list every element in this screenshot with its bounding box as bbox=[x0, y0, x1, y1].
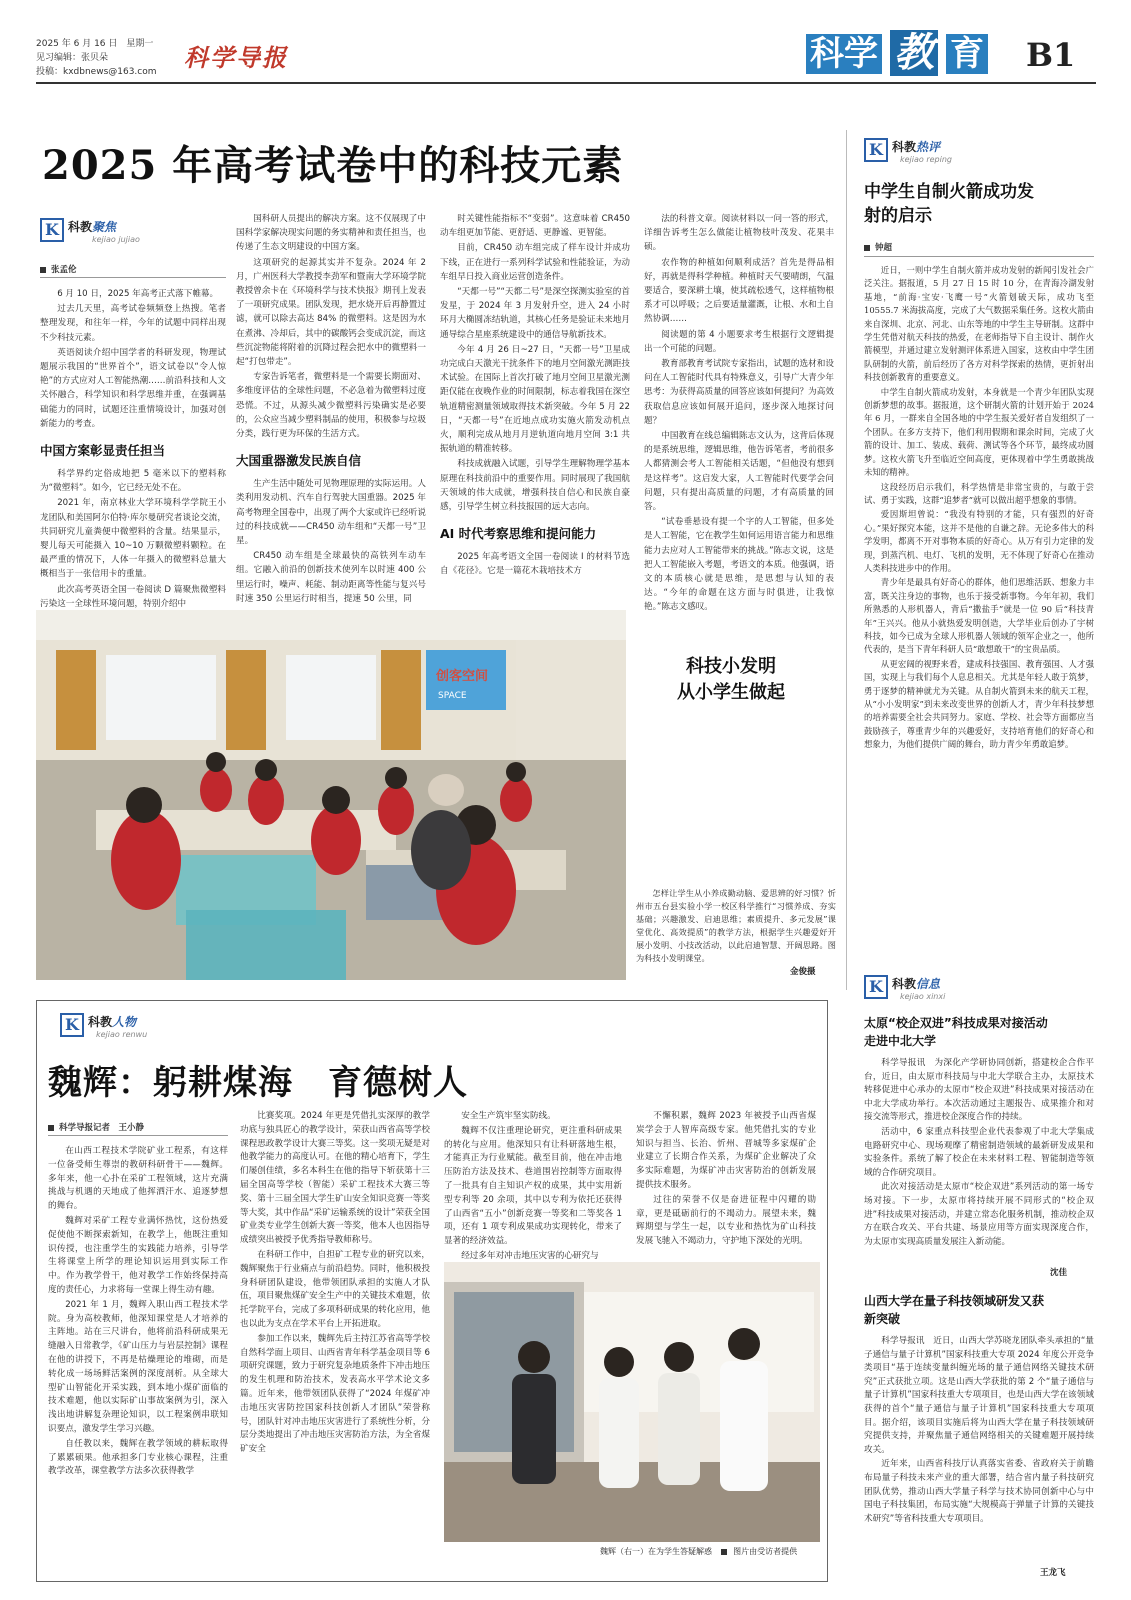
section-label-main: 科教 bbox=[892, 140, 917, 154]
masthead bbox=[36, 29, 1096, 88]
news-2-author: 王龙飞 bbox=[1040, 1568, 1066, 1578]
paragraph: 2021 年，南京林业大学环境科学学院王小龙团队和美国阿尔伯特·库尔曼研究者谈论交流，共同研究儿童粪便中微塑料的含量。结果显示，婴儿每天可能摄入 10~10 万颗微塑料颗粒。在最严重的情况下，人体一年摄入的微塑料总量大概相当于一张信用卡的重量。 bbox=[40, 498, 226, 580]
section-label-accent: 人物 bbox=[112, 1015, 137, 1029]
paragraph: 这段经历启示我们，科学热情是非常宝贵的，与敢于尝试、勇于实践，这群“追梦者”就可以做出超乎想象的事情。 bbox=[864, 481, 1094, 505]
feature-photographer: 金俊摄 bbox=[790, 967, 816, 977]
k-logo-icon: K bbox=[864, 975, 888, 999]
subhead: AI 时代考察思维和提问能力 bbox=[440, 526, 597, 542]
paragraph: 活动中，6 家重点科技型企业代表参观了中北大学集成电路研究中心、现场观摩了精密制造领域的最新研发成果和实验条件。系统了解了校企在未来材料工程、智能制造等领域的合作研究项目。 bbox=[864, 1126, 1094, 1178]
paragraph: CR450 动车组是全球最快的高铁列车动车组。它融入前沿的创新技术使列车以时速 400 公里运行时，噪声、耗能、制动距离等性能与复兴号时速 350 公里运行时相当，提速 50 公里，同 bbox=[236, 551, 426, 604]
paragraph: 农作物的种植如何顺利成活？首先是得品相好，再就是得科学种植。种植时天气要晴朗，气温要适合，要深耕土壤，使其疏松透气，这样植物根系才可以呼吸；之后要适量灌溉，让根、水和土自然协调…… bbox=[644, 257, 834, 325]
main-col-1 bbox=[40, 287, 226, 609]
subhead: 中国方案彰显责任担当 bbox=[40, 443, 166, 459]
section-pinyin: kejiao reping bbox=[900, 155, 952, 164]
paragraph: 近年来，山西省科技厅认真落实省委、省政府关于前瞻布局量子科技未来产业的重大部署，结合省内量子科技研究团队优势，推动山西大学量子科学与技术协同创新中心与中国电子科技集团，布局实施“大规模高于弹量子计算的关键技术研究”等省科技重大专项项目。 bbox=[864, 1459, 1094, 1524]
paragraph: 今年 4 月 26 日~27 日，“天都一号”卫星成功完成白天激光干扰条件下的地月空间激光测距技术试验。在国际上首次打破了地月空间卫星激光测距仅能在夜晚作业的时间限制，标志着我国在深空轨道精密测量领域取得技术新突破。今年 5 月 22 日，“天都一号”在近地点成功实施火箭发动机点火，顺利完成从地月月逆轨道向地月空间 3:1 共振轨道的精准转移。 bbox=[440, 344, 630, 455]
paragraph: 科技成就融入试题，引导学生理解物理学基本原理在科技前沿中的重要作用。同时展现了我国航天领域的伟大成就，增强科技自信心和民族自豪感，引导学生树立科技报国的远大志向。 bbox=[440, 459, 630, 513]
banner-text-a: 创客空间 bbox=[436, 669, 489, 684]
section-pinyin: kejiao jujiao bbox=[92, 235, 140, 244]
section-label-accent: 热评 bbox=[916, 140, 941, 154]
paragraph: “试卷垂悬设有提一个字的人工智能，但多处是人工智能，它在教学生如何运用语言能力和思维能力去应对人工智能带来的挑战。”陈志文说，这是把人工智能嵌入考题，考语文的本质。他强调，语文的本质核心就是思维，是思想与认知的表达。“今年的命题在这方面与时俱进，让我惊艳。”陈志文感叹。 bbox=[644, 517, 834, 613]
caption-bullet-icon bbox=[721, 1549, 727, 1555]
masthead-rule bbox=[36, 82, 1096, 84]
main-col-4 bbox=[644, 212, 834, 613]
editor-line: 见习编辑：张贝朵 bbox=[36, 53, 109, 63]
main-section-label bbox=[68, 218, 116, 235]
section-label-main: 科教 bbox=[892, 977, 917, 991]
paragraph: 2025 年高考语文全国一卷阅读 I 的材料节选自《花径》。它是一篇花木栽培技术方 bbox=[440, 552, 630, 577]
paragraph: 阅读题的第 4 小题要求考生根据行文逻辑提出一个可能的问题。 bbox=[644, 329, 834, 354]
commentary-author: 钟超 bbox=[864, 241, 892, 253]
k-logo-icon: K bbox=[40, 218, 64, 242]
paragraph: 生产生活中随处可见物理原理的实际运用。人类利用发动机、汽车自行驾驶大国重器。2025 年高考物理全国卷中，出现了两个大家或许已经听说过的科技成就——CR450 动车组和“天都一号”卫星。 bbox=[236, 479, 426, 547]
main-col-2 bbox=[236, 212, 426, 604]
page-number: B1 bbox=[1026, 36, 1076, 74]
profile-section-label bbox=[88, 1013, 136, 1030]
section-pinyin: kejiao renwu bbox=[96, 1030, 148, 1039]
section-name-part-b: 教 bbox=[890, 30, 938, 76]
news-1-body bbox=[864, 1057, 1094, 1263]
paragraph: “天都一号”“天都二号”是深空探测实验室的首发星，于 2024 年 3 月发射升空，进入 24 小时环月大椭圆冻结轨道，其核心任务是验证未来地月通导综合星座系统建设中的通信导航新技术。 bbox=[440, 287, 630, 340]
k-logo-icon: K bbox=[864, 138, 888, 162]
paragraph: 近日，一则中学生自制火箭并成功发射的新闻引发社会广泛关注。据报道，5 月 27 日 15 时 10 分，在青海冷湖发射基地，“前海·宝安·飞鹰一号”火箭划破天际，成功飞至 10555.7 米海拔高度，完成了大气数据采集任务。这枚火箭由来自深圳、北京、河北、山东等地的中学生主导研制。这群中学生凭借对航天科技的热爱，在老师指导下自主设计、制作火箭模型，并通过建立发射测评体系进入国家，这枚由中学生团队研制的火箭，前后经历了各方对科学探索的热情，更折射出科技创新教育的重要意义。 bbox=[864, 265, 1094, 383]
email-line: 投稿：kxdbnews@163.com bbox=[36, 67, 157, 77]
profile-headline: 魏辉：躬耕煤海 育德树人 bbox=[48, 1063, 468, 1103]
paragraph: 国科研人员提出的解决方案。这不仅展现了中国科学家解决现实问题的务实精神和责任担当，也传递了生态文明建设的中国方案。 bbox=[236, 214, 426, 253]
section-label-main: 科教 bbox=[88, 1015, 113, 1029]
profile-col-3 bbox=[444, 1110, 622, 1261]
paragraph: 中国教育在线总编辑陈志文认为，这背后体现的是系统思维，逻辑思维，他告诉笔者，考前很多人都猜测会考人工智能相关话题，“但他没有想到是这样考”。这启发大家，人工智能时代要学会问问题，只有提出高质量的问题，才有高质量的回答。 bbox=[644, 431, 834, 513]
profile-photo-caption-text: 魏辉（右一）在为学生答疑解惑 bbox=[600, 1547, 712, 1556]
paragraph: 安全生产筑牢坚实防线。 bbox=[461, 1111, 556, 1121]
paragraph: 比赛奖项。2024 年更是凭借扎实深厚的教学功底与独具匠心的教学设计，荣获山西省高等学校课程思政教学设计大赛三等奖。这一奖项无疑是对他教学能力的高度认可。在他的精心培育下，学生们屡创佳绩，多名本科生在他的指导下斩获第十三届全国高等学校（智能）采矿工程技术大赛三等奖、第十三届全国大学生矿山安全知识竞赛一等奖等大奖，其中作品“采矿运输系统的设计”荣获全国矿业类专业学生创新大赛一等奖，他本人也因指导成绩突出被授予优秀指导教师称号。 bbox=[240, 1111, 430, 1246]
profile-col-4 bbox=[636, 1110, 816, 1250]
main-col-3 bbox=[440, 212, 630, 597]
paragraph: 英语阅读介绍中国学者的科研发现，物理试题展示我国的“世界首个”，语文试卷以“令人惊艳”的方式应对人工智能热潮……前沿科技和人文关怀融合，科学知识和科学思维并重，在强调基础能力的同时，试题还注重情境设计，加强对创新能力的考查。 bbox=[40, 347, 226, 429]
profile-col-1 bbox=[48, 1145, 228, 1575]
commentary-body bbox=[864, 264, 1094, 964]
paragraph: 中学生自制火箭成功发射，本身就是一个青少年团队实现创新梦想的故事。据报道，这个研制火箭的计划开始于 2024 年 6 月，一群来自全国各地的中学生报关爱好者自发组织了一个团队。在多方支持下，他们利用假期和课余时间，完成了火箭的设计、加工、装成、载荷、测试等各个环节，最终成功圆梦。这枚火箭飞升至临近空间高度，更体现着中学生勇敢挑战未知的精神。 bbox=[864, 386, 1094, 478]
paragraph: 爱因斯坦曾说：“我没有特别的才能，只有强烈的好奇心。”果好探究本能，这并不是他的自谦之辞。无论多伟大的科学发明，都离不开对事物本质的好奇心。从万有引力定律的发现，到蒸汽机、电灯、飞机的发明，无不体现了好奇心在推动人类科技进步中的作用。 bbox=[864, 509, 1094, 573]
paragraph: 从更宏阔的视野来看，建成科技强国、教育强国、人才强国，实现上与我们每个人息息相关。尤其是年轻人敢于筑梦，勇于逐梦的精神就尤为关键。从自制火箭到未来的航天工程，从“小小发明家”到未来改变世界的创新人才，青少年科技梦想的培养需要全社会共同努力。家庭、学校、社会等方面都应当鼓励孩子，尊重青少年的兴趣爱好，支持培育他们的好奇心和想象力，为他们提供广阔的舞台，助力青少年勇敢追梦。 bbox=[864, 658, 1094, 750]
section-banner bbox=[806, 29, 1016, 76]
paragraph: 魏辉对采矿工程专业满怀热忱，这份热爱促使他不断探索新知，在教学上，他既注重知识传授，也注重学生的实践能力培养，引导学生将课堂上所学的理论知识运用到实际工作中。作为教学骨干，他对教学工作始终保持高度的责任心，力求将每一堂课上得生动有趣。 bbox=[48, 1215, 228, 1295]
paragraph: 科学界约定俗成地把 5 毫米以下的塑料称为“微塑料”。如今，它已经无处不在。 bbox=[40, 469, 226, 494]
section-name-part-c: 育 bbox=[946, 34, 988, 74]
news-1-headline: 太原“校企双进”科技成果对接活动走进中北大学 bbox=[864, 1016, 1048, 1048]
news-1-author: 沈佳 bbox=[1050, 1268, 1068, 1278]
subhead: 大国重器激发民族自信 bbox=[236, 453, 362, 469]
paragraph: 6 月 10 日，2025 年高考正式落下帷幕。 bbox=[57, 289, 219, 299]
paragraph: 法的科普文章。阅读材料以一问一答的形式，详细告诉考生怎么做能让植物枝叶茂发、花果丰硕。 bbox=[644, 214, 834, 253]
feature-caption: 怎样让学生从小养成勤动脑、爱思辨的好习惯？忻州市五台县实验小学一校区科学推行“习惯养成、夯实基础；兴趣激发、启迪思维；素质提升、多元发展”课堂优化、高效提质”的教学方法，根据学生兴趣爱好开展小发明、小技改活动，以此启迪智慧、开阔思路。图为科技小发明课堂。 bbox=[636, 888, 836, 963]
paragraph: 专家告诉笔者，微塑料是一个需要长期面对、多维度评估的全球性问题，不必急着为微塑料过度恐慌。不过，从源头减少微塑料污染确实是必要的，公众应当减少塑料制品的使用，积极参与垃圾分类，践行更为环保的生活方式。 bbox=[236, 372, 426, 440]
paragraph: 经过多年对冲击地压灾害的心研究与 bbox=[461, 1250, 599, 1261]
k-logo-icon: K bbox=[60, 1013, 84, 1037]
column-divider bbox=[846, 130, 847, 990]
news-section-label bbox=[892, 975, 940, 992]
paragraph: 魏辉不仅注重理论研究，更注重科研成果的转化与应用。他深知只有让科研落地生根，才能真正为行业赋能。截至目前，他在冲击地压防治方法及技术、巷道围岩控制等方面取得了一批具有自主知识产权的成果，其中实用新型专利等 20 余项，其中以专利为依托还获得了山西省“五小”创新竞赛一等奖和二等奖各 1 项，还有 1 项专利成果成功实现转化，带来了显著的经济效益。 bbox=[444, 1125, 622, 1247]
news-2-body bbox=[864, 1335, 1094, 1563]
main-headline: 2025 年高考试卷中的科技元素 bbox=[42, 142, 624, 189]
section-name-part-a: 科学 bbox=[806, 34, 882, 74]
feature-headline-line-2: 从小学生做起 bbox=[677, 682, 785, 703]
classroom-photo-illustration bbox=[36, 610, 626, 980]
commentary-headline: 中学生自制火箭成功发射的启示 bbox=[864, 182, 1034, 226]
date-line: 2025 年 6 月 16 日 星期一 bbox=[36, 39, 154, 49]
paragraph: 过去几天里，高考试卷频频登上热搜。笔者整理发现，和往年一样，今年的试题中同样出现不少科技元素。 bbox=[40, 304, 226, 343]
paragraph: 教育部教育考试院专家指出，试题的选材和设问在人工智能时代具有特殊意义，引导广大青少年思考：为获得高质量的回答应该如何提问？为高效获取信息应该如何展开追问，逐步深入地探讨问题？ bbox=[644, 359, 834, 426]
paragraph: 不懈积累，魏辉 2023 年被授予山西省煤炭学会于人智库高级专家。他凭借扎实的专业知识与担当、长治、忻州、晋城等多家煤矿企业建立了长期合作关系，为煤矿企业解决了众多实际难题，为煤矿冲击灾害防治的创新发展提供技术服务。 bbox=[636, 1111, 816, 1190]
profile-photo-illustration bbox=[444, 1262, 820, 1542]
paragraph: 青少年是最具有好奇心的群体，他们思维活跃、想象力丰富，既关注身边的事物，也乐于接受新事物。今年年初，我们所熟悉的人形机器人，背后“撒盐手”就是一位 90 后“科技青年”王兴兴。他从小就热爱发明创造，大学毕业后创办了宇树科技，如今已成为全球人形机器人领域的领军企业之一，他所代表的，是当下青年科研人员“敢想敢干”的宝贵品质。 bbox=[864, 577, 1094, 655]
paragraph: 此次高考英语全国一卷阅读 D 篇聚焦微塑料污染这一全球性环境问题，特别介绍中 bbox=[40, 584, 226, 609]
byline-rule bbox=[40, 277, 226, 278]
profile-photo bbox=[444, 1262, 820, 1542]
news-2-headline: 山西大学在量子科技领域研发又获新突破 bbox=[864, 1294, 1045, 1326]
section-pinyin: kejiao xinxi bbox=[900, 992, 946, 1001]
paragraph: 目前，CR450 动车组完成了样车设计并成功下线，正在进行一系列科学试验和性能验证，为动车组早日投入商业运营创造条件。 bbox=[440, 243, 630, 282]
paragraph: 时关键性能指标不“变弱”。这意味着 CR450 动车组更加节能、更舒适、更静谧、更智能。 bbox=[440, 214, 630, 239]
feature-headline bbox=[656, 654, 806, 706]
paragraph: 2021 年 1 月，魏辉入职山西工程技术学院。身为高校教师，他深知课堂是人才培养的主阵地。站在三尺讲台，他将前沿科研成果无缝融入日常教学，《矿山压力与岩层控制》课程在他的讲授下，不再是枯燥理论的堆砌，而是转化成一场场鲜活案例的深度剖析。从全球大型矿山智能化开采实践，到本地小煤矿面临的技术难题，他以实际矿山事故案例为引，深入浅出地讲解复杂理论知识，以工程案例串联知识要点，激发学生学习兴趣。 bbox=[48, 1299, 228, 1434]
paragraph: 自任教以来，魏辉在教学领域的耕耘取得了累累硕果。他承担多门专业核心课程，注重教学改革，课堂教学方法多次获得教学 bbox=[48, 1438, 228, 1477]
paragraph: 在山西工程技术学院矿业工程系，有这样一位备受师生尊崇的教研科研骨干——魏辉。多年来，他一心扑在采矿工程领域，这片充满挑战与机遇的天地成了他挥洒汗水、追逐梦想的舞台。 bbox=[48, 1146, 228, 1212]
profile-photo-caption bbox=[600, 1546, 797, 1557]
paragraph: 此次对接活动是太原市“校企双进”系列活动的第一场专场对接。下一步，太原市将持续开展不同形式的“校企双进”科技成果对接活动，并建立常态化服务机制，推动校企双方在联合攻关、平台共建、场景应用等方面实现深度合作，为太原市实现高质量发展注入新动能。 bbox=[864, 1182, 1094, 1247]
paragraph: 科学导报讯 为深化产学研协同创新，搭建校企合作平台，近日，由太原市科技局与中北大学联合主办，太原技术转移促进中心承办的太原市“校企双进”科技成果对接活动在中北大学成功举行。本次活动通过主题报告、成果推介和对接交流等形式，推进校企深度合作的持续。 bbox=[864, 1058, 1094, 1123]
paragraph: 在科研工作中，自担矿工程专业的研究以来，魏辉聚焦于行业痛点与前沿趋势。同时，他积极投身科研团队建设，他带领团队承担的实施人才队伍，项目聚焦煤矿安全生产中的关键技术难题，依托学院平台，完成了多项科研成果的转化应用，他也以此为支点在学术平台上开拓进取。 bbox=[240, 1249, 430, 1329]
section-label-accent: 信息 bbox=[916, 977, 941, 991]
profile-author: 科学导报记者 王小静 bbox=[48, 1121, 144, 1133]
paragraph: 过往的荣誉不仅是奋进征程中闪耀的勋章，更是砥砺前行的不竭动力。展望未来，魏辉期望与学生一起，以专业和热忱为矿山科技发展飞驰入不竭动力，守护地下深处的光明。 bbox=[636, 1194, 816, 1247]
paragraph: 科学导报讯 近日，山西大学苏晓龙团队牵头承担的“量子通信与量子计算机”国家科技重大专项 2024 年度公开竞争类项目“基于连续变量纠缠光场的量子通信网络关键技术研究”正式获批立项。这是山西大学获批的第 2 个“量子通信与量子计算机”国家科技重大专项项目，也是山西大学在该领域获得的首个“量子通信与量子计算机”国家科技重大专项项目。据介绍，该项目实施后将为山西大学在量子科技领域研究提供支持，并聚焦量子通信网络相关的关键难题开展持续攻关。 bbox=[864, 1336, 1094, 1455]
commentary-section-label bbox=[892, 138, 940, 155]
byline-rule bbox=[48, 1135, 228, 1136]
profile-col-2 bbox=[240, 1110, 430, 1575]
main-author: 张孟伦 bbox=[40, 263, 77, 275]
section-label-accent: 聚焦 bbox=[92, 220, 117, 234]
byline-rule bbox=[864, 256, 1094, 257]
paragraph: 这项研究的起源其实并不复杂。2024 年 2 月，广州医科大学教授李劲军和暨南大学环境学院教授曾余卡在《环境科学与技术快报》期刊上发表了一项研究成果。团队发现，把水烧开后再静置过滤，就可以除去高达 84% 的微塑料。这是因为水在煮沸、冷却后，其中的碳酸钙会变成沉淀，而这些沉淀物能将附着的沉降过程会把水中的微塑料一起“打包带走”。 bbox=[236, 257, 426, 368]
banner-text-b: SPACE bbox=[438, 691, 467, 701]
feature-headline-line-1: 科技小发明 bbox=[686, 656, 776, 677]
classroom-photo bbox=[36, 610, 626, 980]
profile-photo-credit: 图片由受访者提供 bbox=[733, 1547, 798, 1556]
paragraph: 参加工作以来，魏辉先后主持江苏省高等学校自然科学面上项目、山西省青年科学基金项目等 6 项研究课题，致力于研究复杂地质条件下冲击地压的发生机理和防治技术，发表高水平学术论文多篇。近年来，他带领团队获得了“2024 年煤矿冲击地压灾害防控国家科技创新人才团队”荣誉称号，团队针对冲击地压灾害进行了系统性分析，分层分类地提出了冲击地压灾害防治方法，为全省煤矿安全 bbox=[240, 1333, 430, 1455]
section-label-main: 科教 bbox=[68, 220, 93, 234]
paper-name-logo: 科学导报 bbox=[184, 43, 288, 72]
